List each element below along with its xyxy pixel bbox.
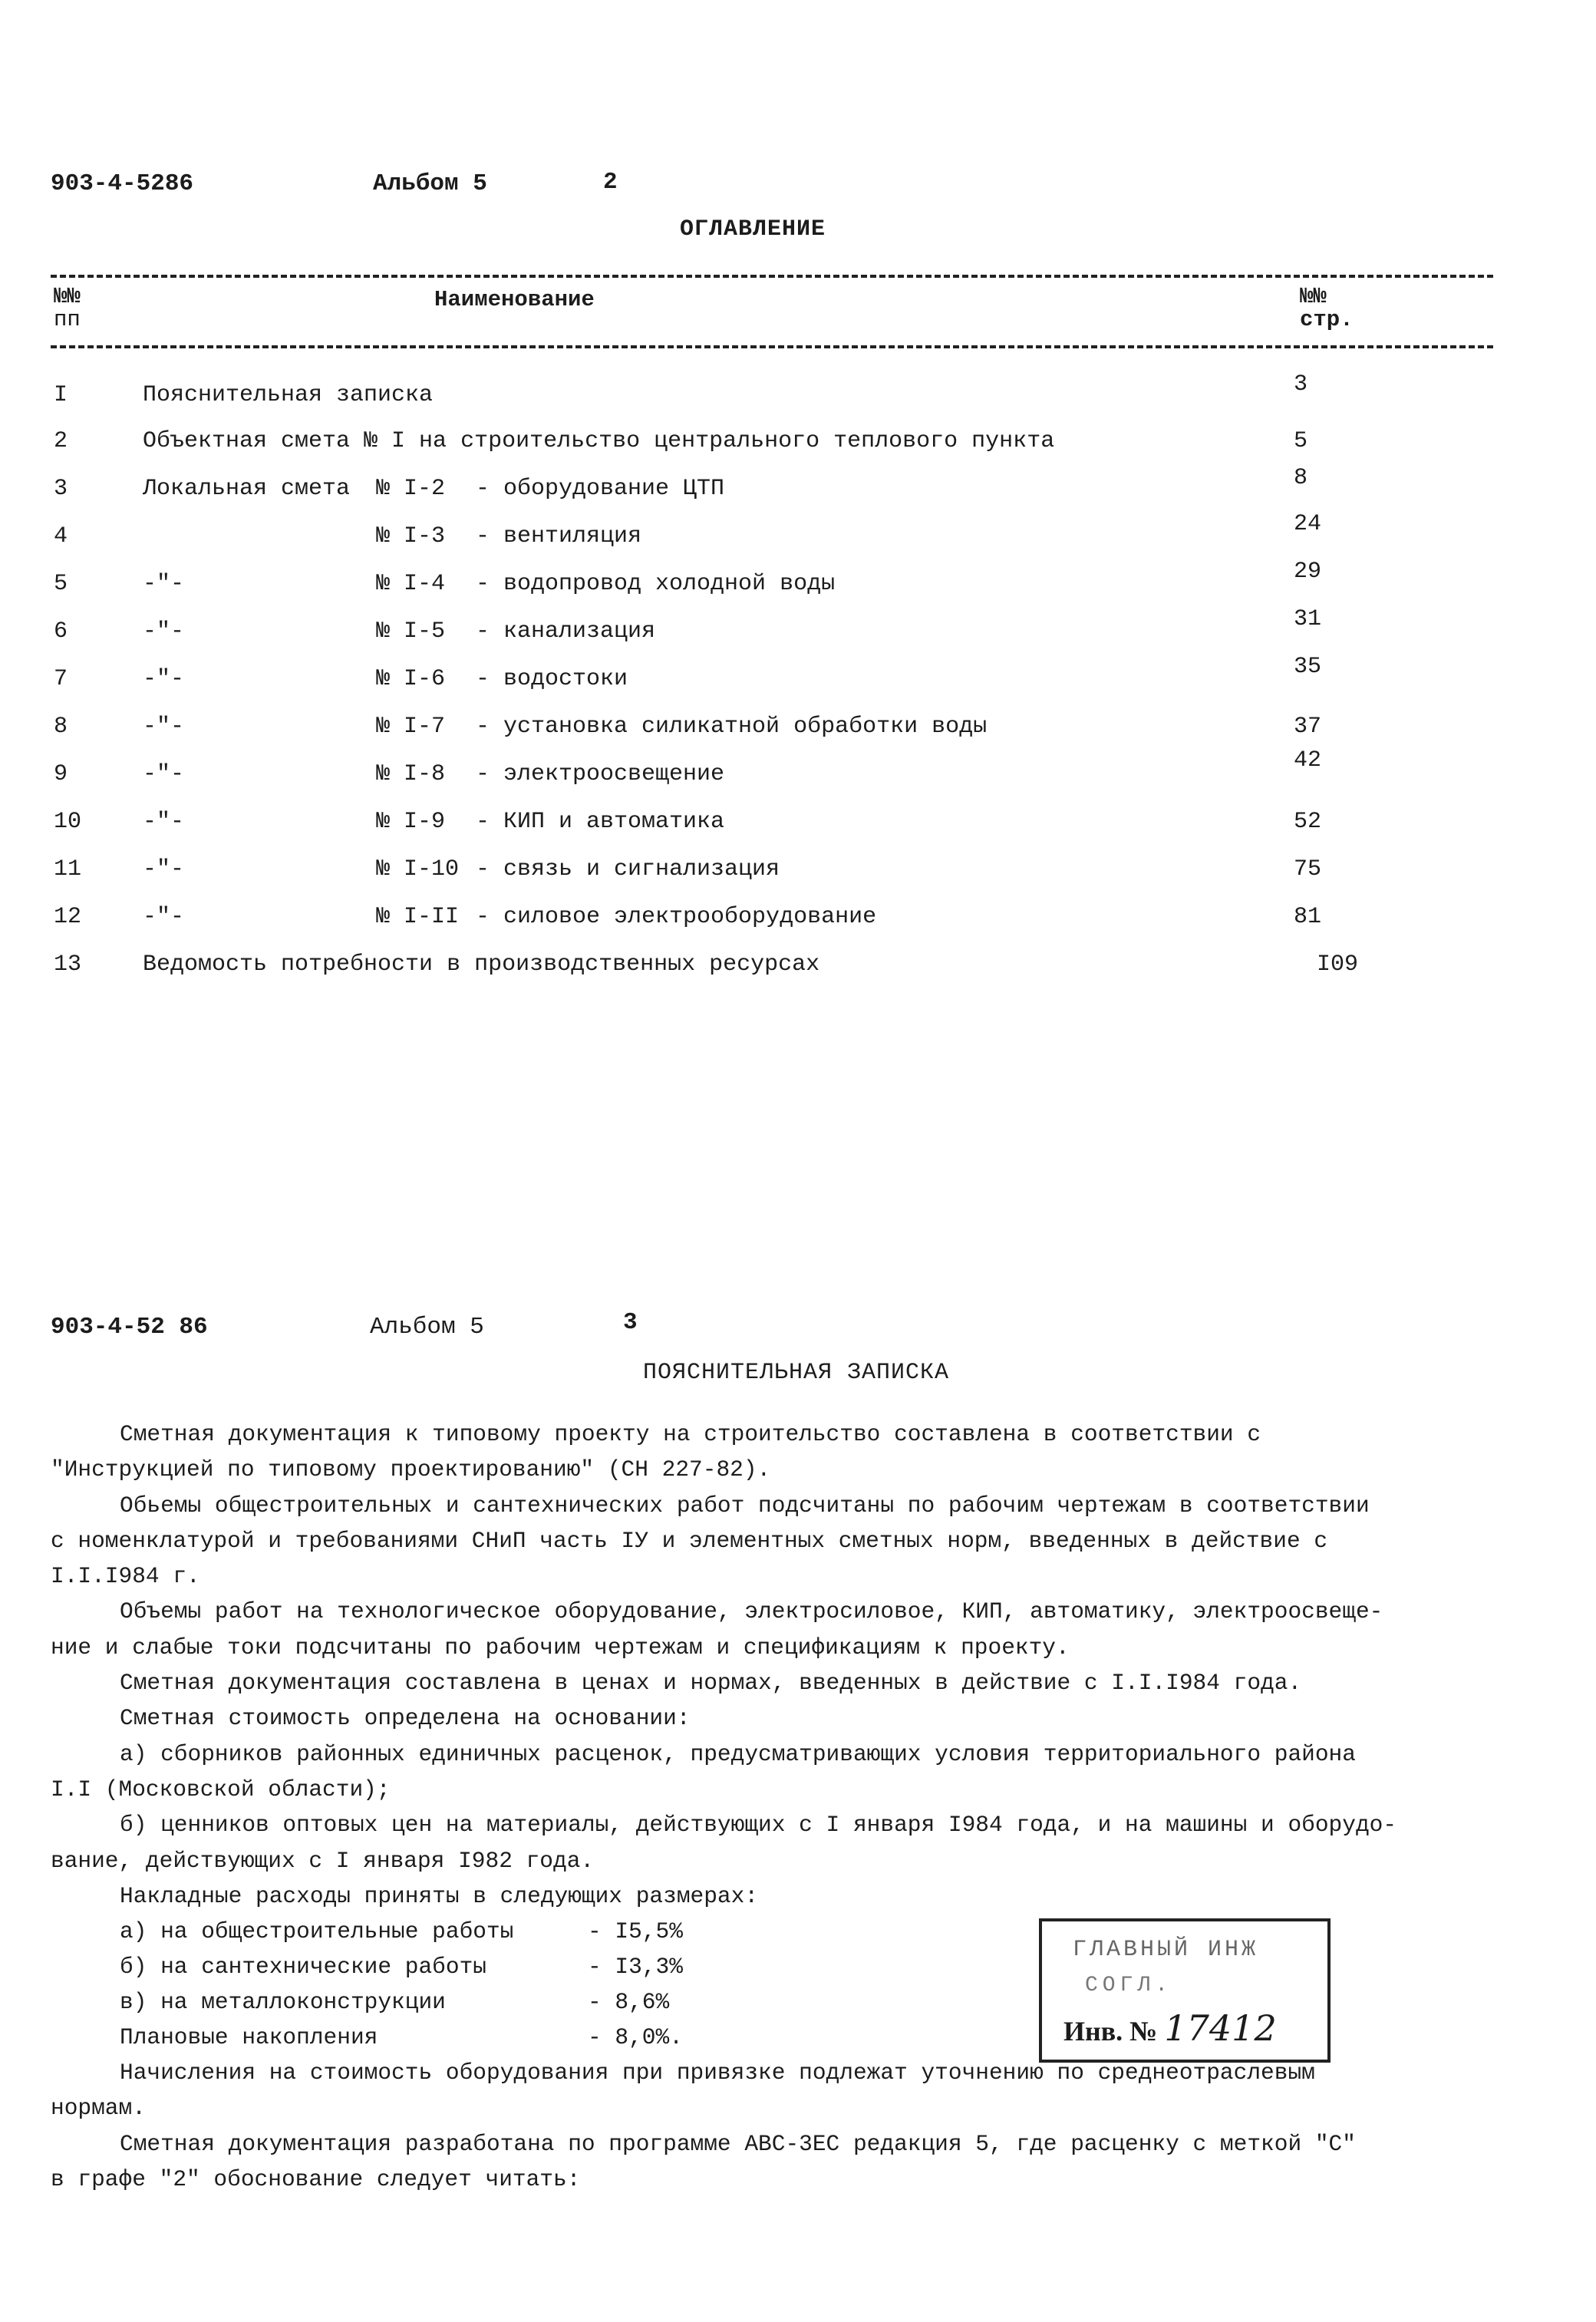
- row-desc: - КИП и автоматика: [476, 809, 725, 835]
- row-desc: - вентиляция: [476, 523, 642, 549]
- note-line: а) сборников районных единичных расценок, предусматривающих условия территориального района: [120, 1740, 1356, 1767]
- row-page: 81: [1294, 904, 1322, 930]
- page-number-2: 3: [623, 1309, 638, 1336]
- row-code: № I-8: [376, 761, 446, 787]
- row-number: I: [54, 382, 68, 408]
- row-number: 5: [54, 571, 68, 597]
- overhead-value: - I3,3%: [588, 1954, 683, 1980]
- album-label-2: Альбом 5: [370, 1314, 484, 1341]
- overhead-label: б) на сантехнические работы: [120, 1954, 486, 1980]
- row-page: 31: [1294, 606, 1322, 632]
- row-desc: - силовое электрооборудование: [476, 904, 877, 930]
- stamp-inv-label: Инв. №: [1063, 2016, 1158, 2047]
- row-number: 4: [54, 523, 68, 549]
- row-desc: - водостоки: [476, 666, 628, 692]
- row-number: 9: [54, 761, 68, 787]
- page-title: ОГЛАВЛЕНИЕ: [680, 216, 826, 242]
- row-name: Локальная смета: [143, 476, 351, 502]
- stamp-line1: ГЛАВНЫЙ ИНЖ: [1073, 1937, 1259, 1963]
- note-line: Сметная документация к типовому проекту на строительство составлена в соответствии с: [120, 1421, 1261, 1447]
- row-page: 75: [1294, 856, 1322, 882]
- col-header-name: Наименование: [434, 287, 595, 312]
- note-line: Объемы работ на технологическое оборудование, электросиловое, КИП, автоматику, электроосвеще-: [120, 1598, 1383, 1625]
- row-number: 7: [54, 666, 68, 692]
- note-line: в графе "2" обоснование следует читать:: [51, 2165, 581, 2192]
- row-ditto: -"-: [143, 714, 185, 740]
- row-code: № I-2: [376, 476, 446, 502]
- row-page: 37: [1294, 714, 1322, 740]
- toc-row: [0, 428, 1596, 467]
- toc-row: [0, 606, 1596, 657]
- row-page: 35: [1294, 654, 1322, 680]
- row-code: № I-3: [376, 523, 446, 549]
- note-line: Обьемы общестроительных и сантехнических работ подсчитаны по рабочим чертежам в соответствии: [120, 1492, 1370, 1519]
- toc-row: [0, 465, 1596, 514]
- col-header-num-line1: №№: [54, 284, 81, 309]
- row-page: 52: [1294, 809, 1322, 835]
- row-page: 3: [1294, 371, 1308, 397]
- toc-row: [0, 952, 1596, 990]
- table-top-rule: [51, 275, 1493, 278]
- toc-row: [0, 714, 1596, 752]
- album-label: Альбом 5: [373, 170, 487, 197]
- toc-row: [0, 559, 1596, 609]
- note-body: [51, 1417, 1493, 1914]
- overhead-label: а) на общестроительные работы: [120, 1918, 514, 1944]
- row-number: 2: [54, 428, 68, 454]
- note-line: Начисления на стоимость оборудования при привязке подлежат уточнению по среднеотраслевым: [120, 2060, 1315, 2086]
- note-line: "Инструкцией по типовому проектированию" (СН 227-82).: [51, 1456, 771, 1483]
- row-number: 3: [54, 476, 68, 502]
- note-line: Сметная документация разработана по программе АВС-3ЕС редакция 5, где расценку с меткой "С": [120, 2130, 1356, 2157]
- note-line: б) ценников оптовых цен на материалы, действующих с I января I984 года, и на машины и оборудо-: [120, 1812, 1397, 1839]
- toc-row: [0, 904, 1596, 942]
- row-ditto: -"-: [143, 571, 185, 597]
- row-ditto: -"-: [143, 856, 185, 882]
- row-page: 8: [1294, 465, 1308, 491]
- note-line: с номенклатурой и требованиями СНиП часть IУ и элементных сметных норм, введенных в действие с: [51, 1527, 1328, 1554]
- row-number: 8: [54, 714, 68, 740]
- row-code: № I-II: [376, 904, 460, 930]
- inventory-stamp: [1039, 1918, 1331, 2063]
- row-ditto: -"-: [143, 618, 185, 645]
- row-code: № I-6: [376, 666, 446, 692]
- row-code: № I-9: [376, 809, 446, 835]
- row-page: 29: [1294, 559, 1322, 585]
- row-name: Объектная смета № I на строительство центрального теплового пункта: [143, 428, 1055, 454]
- note-line: Сметная стоимость определена на основании:: [120, 1705, 691, 1732]
- row-name: Пояснительная записка: [143, 382, 434, 408]
- row-name: Ведомость потребности в производственных ресурсах: [143, 952, 820, 978]
- row-page: 5: [1294, 428, 1308, 454]
- note-line: ние и слабые токи подсчитаны по рабочим чертежам и спецификациям к проекту.: [51, 1634, 1070, 1661]
- row-code: № I-10: [376, 856, 460, 882]
- note-line: Сметная документация составлена в ценах и нормах, введенных в действие с I.I.I984 года.: [120, 1670, 1302, 1697]
- row-number: 10: [54, 809, 82, 835]
- overhead-value: - 8,0%.: [588, 2024, 683, 2050]
- col-header-page-line1: №№: [1300, 284, 1327, 309]
- stamp-inventory: [1063, 2007, 1277, 2049]
- overhead-label: в) на металлоконструкции: [120, 1989, 446, 2015]
- row-code: № I-7: [376, 714, 446, 740]
- col-header-page: [1300, 285, 1354, 331]
- note-line: вание, действующих с I января I982 года.: [51, 1847, 595, 1874]
- stamp-line2: СОГЛ.: [1085, 1974, 1173, 1997]
- row-page: I09: [1317, 952, 1359, 978]
- row-desc: - канализация: [476, 618, 656, 645]
- doc-code: 903-4-5286: [51, 170, 194, 197]
- col-header-num-line2: пп: [54, 307, 81, 332]
- row-ditto: -"-: [143, 809, 185, 835]
- row-page: 24: [1294, 511, 1322, 537]
- table-header-rule: [51, 345, 1493, 348]
- row-ditto: -"-: [143, 666, 185, 692]
- row-ditto: -"-: [143, 761, 185, 787]
- toc-row: [0, 809, 1596, 847]
- note-body-2: [51, 2055, 1493, 2197]
- toc-row: [0, 856, 1596, 895]
- row-page: 42: [1294, 747, 1322, 773]
- note-line: Накладные расходы приняты в следующих размерах:: [120, 1882, 759, 1909]
- toc-row: [0, 654, 1596, 704]
- row-number: 12: [54, 904, 82, 930]
- toc-row: [0, 511, 1596, 562]
- row-code: № I-4: [376, 571, 446, 597]
- row-number: 11: [54, 856, 82, 882]
- doc-code-2: 903-4-52 86: [51, 1314, 208, 1341]
- row-desc: - оборудование ЦТП: [476, 476, 725, 502]
- note-line: I.I.I984 г.: [51, 1563, 200, 1590]
- row-desc: - установка силикатной обработки воды: [476, 714, 988, 740]
- note-line: I.I (Московской области);: [51, 1776, 391, 1803]
- row-desc: - связь и сигнализация: [476, 856, 780, 882]
- page-number: 2: [603, 169, 618, 196]
- toc-row: [0, 747, 1596, 800]
- note-line: нормам.: [51, 2095, 146, 2122]
- stamp-inv-number: 17412: [1164, 2007, 1277, 2049]
- row-number: 13: [54, 952, 82, 978]
- row-number: 6: [54, 618, 68, 645]
- row-desc: - электроосвещение: [476, 761, 725, 787]
- overhead-value: - I5,5%: [588, 1918, 683, 1944]
- overhead-value: - 8,6%: [588, 1989, 670, 2015]
- row-ditto: -"-: [143, 904, 185, 930]
- col-header-page-line2: стр.: [1300, 307, 1354, 332]
- toc-row: [0, 371, 1596, 421]
- section-title: ПОЯСНИТЕЛЬНАЯ ЗАПИСКА: [643, 1360, 950, 1386]
- row-code: № I-5: [376, 618, 446, 645]
- row-desc: - водопровод холодной воды: [476, 571, 836, 597]
- col-header-num: [54, 285, 81, 331]
- overhead-label: Плановые накопления: [120, 2024, 378, 2050]
